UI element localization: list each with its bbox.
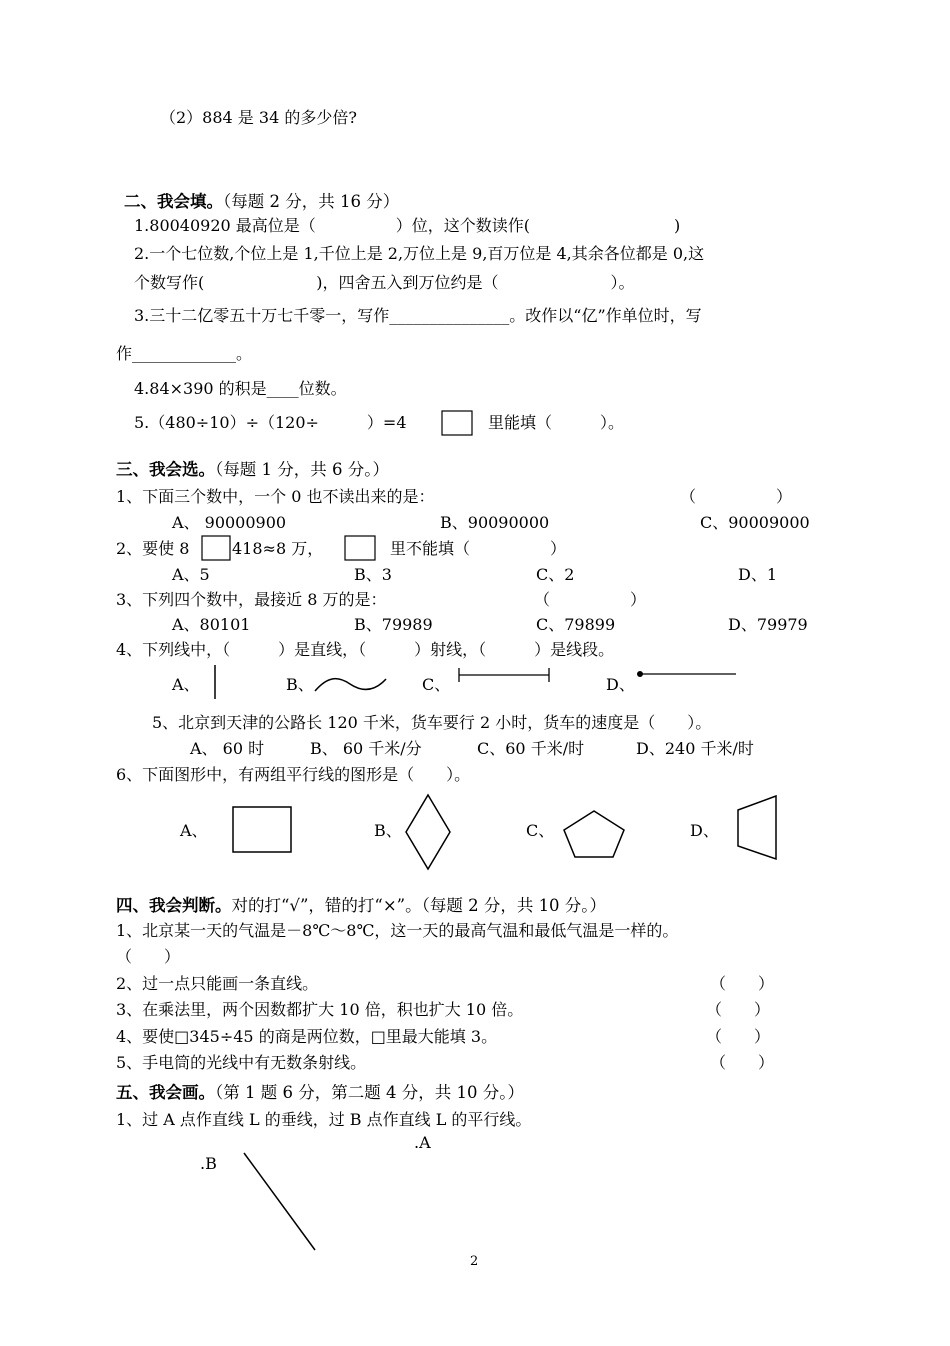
choice-q3-option-c: C、79899 — [536, 615, 616, 634]
point-b-label: .B — [200, 1154, 217, 1173]
judge-q2: 2、过一点只能画一条直线。 — [116, 974, 319, 993]
choice-q5-option-d: D、240 千米/时 — [636, 739, 754, 758]
choice-q4: 4、下列线中，（ ）是直线，（ ）射线，（ ）是线段。 — [116, 640, 615, 659]
fill-q3-line1: 3.三十二亿零五十万七千零一，写作_______________。改作以“亿”作单位时，写 — [134, 306, 702, 325]
choice-q3-option-b: B、79989 — [354, 615, 433, 634]
choice-q5-option-c: C、60 千米/时 — [477, 739, 585, 758]
choice-q1-option-b: B、90090000 — [440, 513, 550, 532]
choice-q5: 5、北京到天津的公路长 120 千米，货车要行 2 小时，货车的速度是（ ）。 — [152, 713, 712, 732]
judge-q3-paren: （ ） — [706, 1000, 771, 1019]
fill-q2-line1: 2.一个七位数,个位上是 1,千位上是 2,万位上是 9,百万位是 4,其余各位都是 0,这 — [134, 244, 705, 263]
line-l-figure — [242, 1151, 318, 1253]
vertical-line-figure — [213, 665, 217, 701]
fill-q3-line2: 作_____________。 — [116, 344, 253, 363]
judge-q3: 3、在乘法里，两个因数都扩大 10 倍，积也扩大 10 倍。 — [116, 1000, 524, 1019]
choice-q3-option-d: D、79979 — [728, 615, 808, 634]
choice-q2-option-c: C、2 — [536, 565, 575, 584]
choice-q2-option-d: D、1 — [738, 565, 778, 584]
section-title: 二、我会填。 — [124, 192, 223, 211]
choice-q4-label-d: D、 — [606, 675, 635, 694]
choice-q2-part2: 418≈8 万， — [232, 539, 324, 558]
judge-q1: 1、北京某一天的气温是－8℃～8℃，这一天的最高气温和最低气温是一样的。 — [116, 921, 679, 940]
section-3-heading — [116, 460, 389, 480]
section-note: （每题 2 分，共 16 分） — [223, 192, 400, 211]
choice-q3-paren: （ ） — [534, 590, 647, 609]
fill-q1: 1.80040920 最高位是（ ）位，这个数读作( ) — [134, 216, 681, 235]
choice-q4-label-b: B、 — [286, 675, 314, 694]
question-2-884: （2）884 是 34 的多少倍? — [160, 108, 357, 127]
point-a-label: .A — [414, 1133, 431, 1152]
judge-q5-paren: （ ） — [710, 1053, 775, 1072]
choice-q2-option-a: A、5 — [172, 565, 210, 584]
choice-q6-label-d: D、 — [690, 821, 719, 840]
draw-q1: 1、过 A 点作直线 L 的垂线，过 B 点作直线 L 的平行线。 — [116, 1110, 532, 1129]
section-4-heading — [116, 896, 606, 916]
page-number: 2 — [470, 1254, 479, 1269]
rhombus-figure — [404, 793, 452, 871]
line-segment-figure — [458, 667, 552, 683]
choice-q6: 6、下面图形中，有两组平行线的图形是（ ）。 — [116, 765, 471, 784]
answer-box — [344, 535, 376, 561]
choice-q2-part1: 2、要使 8 — [116, 539, 190, 558]
choice-q1: 1、下面三个数中，一个 0 也不读出来的是： — [116, 487, 435, 506]
fill-q5-part1: 5.（480÷10）÷（120÷ ）=4 — [134, 413, 407, 432]
judge-q4: 4、要使□345÷45 的商是两位数，□里最大能填 3。 — [116, 1027, 498, 1046]
choice-q2-option-b: B、3 — [354, 565, 392, 584]
section-note: （每题 1 分，共 6 分。） — [215, 460, 389, 479]
rectangle-figure — [232, 806, 294, 854]
fill-q2-line2: 个数写作( )，四舍五入到万位约是（ ）。 — [134, 273, 635, 292]
choice-q1-option-c: C、90009000 — [700, 513, 810, 532]
section-title: 三、我会选。 — [116, 460, 215, 479]
judge-q4-paren: （ ） — [706, 1027, 771, 1046]
choice-q5-option-a: A、 60 时 — [190, 739, 265, 758]
fill-q4: 4.84×390 的积是____位数。 — [134, 379, 347, 398]
choice-q4-label-c: C、 — [422, 675, 451, 694]
judge-q5: 5、手电筒的光线中有无数条射线。 — [116, 1053, 367, 1072]
answer-box — [201, 535, 231, 561]
answer-box — [441, 410, 473, 436]
choice-q3: 3、下列四个数中，最接近 8 万的是： — [116, 590, 387, 609]
section-note: 对的打“√”，错的打“×”。（每题 2 分，共 10 分。） — [231, 896, 607, 915]
wavy-curve-figure — [314, 676, 388, 696]
choice-q5-option-b: B、 60 千米/分 — [310, 739, 422, 758]
section-note: （第 1 题 6 分，第二题 4 分，共 10 分。） — [215, 1083, 524, 1102]
judge-q2-paren: （ ） — [710, 974, 775, 993]
choice-q1-option-a: A、 90000900 — [172, 513, 287, 532]
choice-q3-option-a: A、80101 — [172, 615, 251, 634]
trapezoid-figure — [736, 794, 780, 862]
fill-q5-part2: 里能填（ ）。 — [488, 413, 625, 432]
section-2-heading — [124, 192, 399, 212]
ray-figure — [636, 669, 738, 679]
pentagon-figure — [562, 809, 626, 859]
choice-q6-label-a: A、 — [180, 821, 208, 840]
judge-q1-paren: （ ） — [116, 947, 181, 966]
choice-q6-label-b: B、 — [374, 821, 402, 840]
choice-q4-label-a: A、 — [172, 675, 200, 694]
section-title: 四、我会判断。 — [116, 896, 232, 915]
choice-q1-paren: （ ） — [680, 487, 793, 506]
choice-q6-label-c: C、 — [526, 821, 555, 840]
section-title: 五、我会画。 — [116, 1083, 215, 1102]
choice-q2-part3: 里不能填（ ） — [390, 539, 567, 558]
section-5-heading — [116, 1083, 524, 1103]
